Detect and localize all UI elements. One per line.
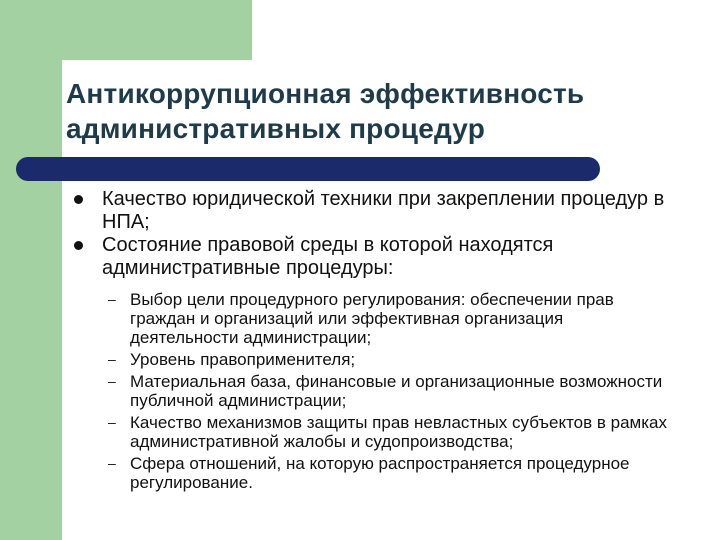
sub-bullet-item [70, 372, 670, 410]
decor-green-strip [0, 0, 62, 540]
title-divider-bar [16, 157, 600, 181]
slide-title-line-2: административных процедур [66, 113, 485, 144]
sub-bullet-item [70, 290, 670, 347]
dash-icon: – [108, 351, 116, 367]
bullet-text: Состояние правовой среды в которой находятся административные процедуры: [102, 234, 554, 279]
sub-bullet-list [70, 290, 690, 492]
dash-icon: – [108, 373, 116, 389]
bullet-list [70, 188, 690, 495]
bullet-dot-icon [74, 241, 83, 250]
dash-icon: – [108, 414, 116, 430]
sub-bullet-text: Качество механизмов защиты прав невластных субъектов в рамках административной жалобы и судопроизводства; [130, 413, 668, 451]
bullet-item [70, 234, 690, 280]
dash-icon: – [108, 291, 116, 307]
sub-bullet-item [70, 350, 670, 369]
bullet-dot-icon [74, 195, 83, 204]
sub-bullet-item [70, 413, 670, 451]
bullet-item [70, 188, 690, 234]
sub-bullet-text: Уровень правоприменителя; [130, 350, 356, 369]
sub-bullet-text: Выбор цели процедурного регулирования: обеспечении прав граждан и организаций или эффективная организация деятельности администрации; [130, 290, 614, 347]
dash-icon: – [108, 455, 116, 471]
sub-bullet-text: Материальная база, финансовые и организационные возможности публичной администрации; [130, 372, 663, 410]
slide-title [66, 76, 686, 146]
bullet-text: Качество юридической техники при закреплении процедур в НПА; [102, 188, 665, 233]
sub-bullet-container [70, 290, 690, 492]
sub-bullet-item [70, 454, 670, 492]
sub-bullet-text: Сфера отношений, на которую распространяется процедурное регулирование. [130, 454, 630, 492]
slide-title-line-1: Антикоррупционная эффективность [66, 78, 585, 109]
